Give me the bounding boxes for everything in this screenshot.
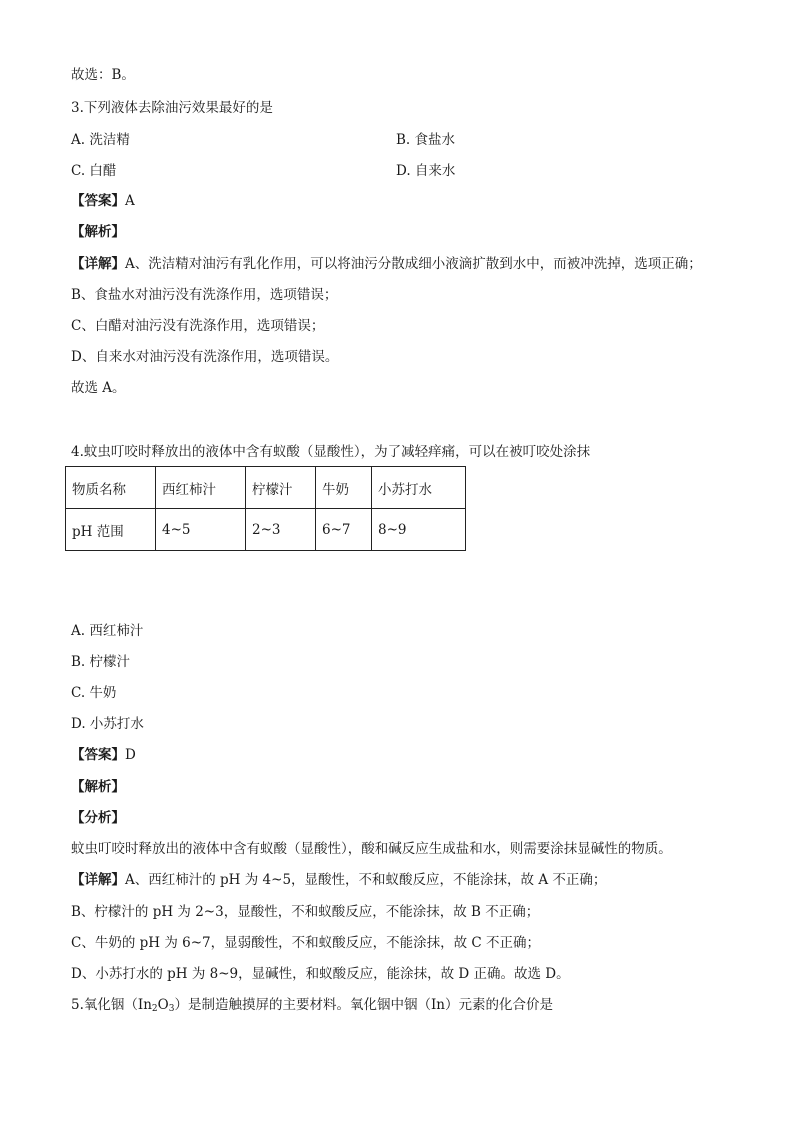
table-row — [66, 509, 466, 551]
table-row — [66, 467, 466, 509]
q4-option-b: B. 柠檬汁 — [71, 654, 131, 670]
table-cell: 西红柿汁 — [156, 467, 246, 509]
q3-option-a: A. 洗洁精 — [71, 132, 130, 148]
q3-answer-tag: 【答案】 — [71, 193, 125, 209]
table-cell: pH 范围 — [66, 509, 156, 551]
table-cell: 物质名称 — [66, 467, 156, 509]
q3-option-d: D. 自来水 — [396, 163, 456, 179]
q4-answer-value: D — [125, 747, 136, 763]
q4-detail-3: C、牛奶的 pH 为 6~7，显弱酸性，不和蚁酸反应，不能涂抹，故 C 不正确； — [71, 935, 541, 951]
q4-answer-tag: 【答案】 — [71, 747, 125, 763]
q3-detail-2: B、食盐水对油污没有洗涤作用，选项错误； — [71, 287, 338, 303]
q5-stem: 5.氧化铟$(In_2O_3)$是制造触摸屏的主要材料。氧化铟中铟（In）元素的化合价是 — [71, 997, 553, 1014]
q3-detail-4: D、自来水对油污没有洗涤作用，选项错误。 — [71, 349, 339, 365]
q4-option-c: C. 牛奶 — [71, 685, 117, 701]
q4-detail-2: B、柠檬汁的 pH 为 2~3，显酸性，不和蚁酸反应，不能涂抹，故 B 不正确； — [71, 904, 540, 920]
q4-detail-4: D、小苏打水的 pH 为 8~9，显碱性，和蚁酸反应，能涂抹，故 D 正确。故选 D。 — [71, 966, 570, 982]
table-cell: 4~5 — [156, 509, 246, 551]
table-cell: 8~9 — [372, 509, 466, 551]
table-cell: 牛奶 — [316, 467, 372, 509]
previous-conclusion: 故选：B。 — [71, 67, 135, 83]
q4-detail-1: 【详解】A、西红柿汁的 pH 为 4~5，显酸性，不和蚁酸反应，不能涂抹，故 A 不正确； — [71, 872, 607, 888]
table-cell: 柠檬汁 — [246, 467, 316, 509]
q4-stem: 4.蚊虫叮咬时释放出的液体中含有蚁酸（显酸性），为了减轻痒痛，可以在被叮咬处涂抹 — [71, 444, 591, 460]
q4-answer — [71, 746, 136, 764]
table-cell: 2~3 — [246, 509, 316, 551]
q3-stem: 3.下列液体去除油污效果最好的是 — [71, 100, 273, 116]
table-cell: 小苏打水 — [372, 467, 466, 509]
q3-conclusion: 故选 A。 — [71, 380, 126, 396]
q3-answer — [71, 192, 135, 210]
table-cell: 6~7 — [316, 509, 372, 551]
q3-answer-value: A — [125, 193, 135, 209]
q4-option-d: D. 小苏打水 — [71, 716, 144, 732]
q3-detail-1: 【详解】A、洗洁精对油污有乳化作用，可以将油污分散成细小液滴扩散到水中，而被冲洗掉，选项正确； — [71, 256, 702, 272]
q3-analysis-tag: 【解析】 — [71, 224, 125, 240]
q4-fenxi-text: 蚊虫叮咬时释放出的液体中含有蚁酸（显酸性），酸和碱反应生成盐和水，则需要涂抹显碱性的物质。 — [71, 841, 672, 857]
ph-table — [65, 466, 466, 551]
q4-detail-tag: 【详解】 — [71, 872, 125, 888]
q4-analysis-tag: 【解析】 — [71, 779, 125, 795]
q4-option-a: A. 西红柿汁 — [71, 623, 144, 639]
q3-option-b: B. 食盐水 — [396, 132, 456, 148]
q4-fenxi-tag: 【分析】 — [71, 810, 125, 826]
q3-detail-3: C、白醋对油污没有洗涤作用，选项错误； — [71, 318, 325, 334]
q3-detail-tag: 【详解】 — [71, 256, 125, 272]
q3-option-c: C. 白醋 — [71, 163, 117, 179]
